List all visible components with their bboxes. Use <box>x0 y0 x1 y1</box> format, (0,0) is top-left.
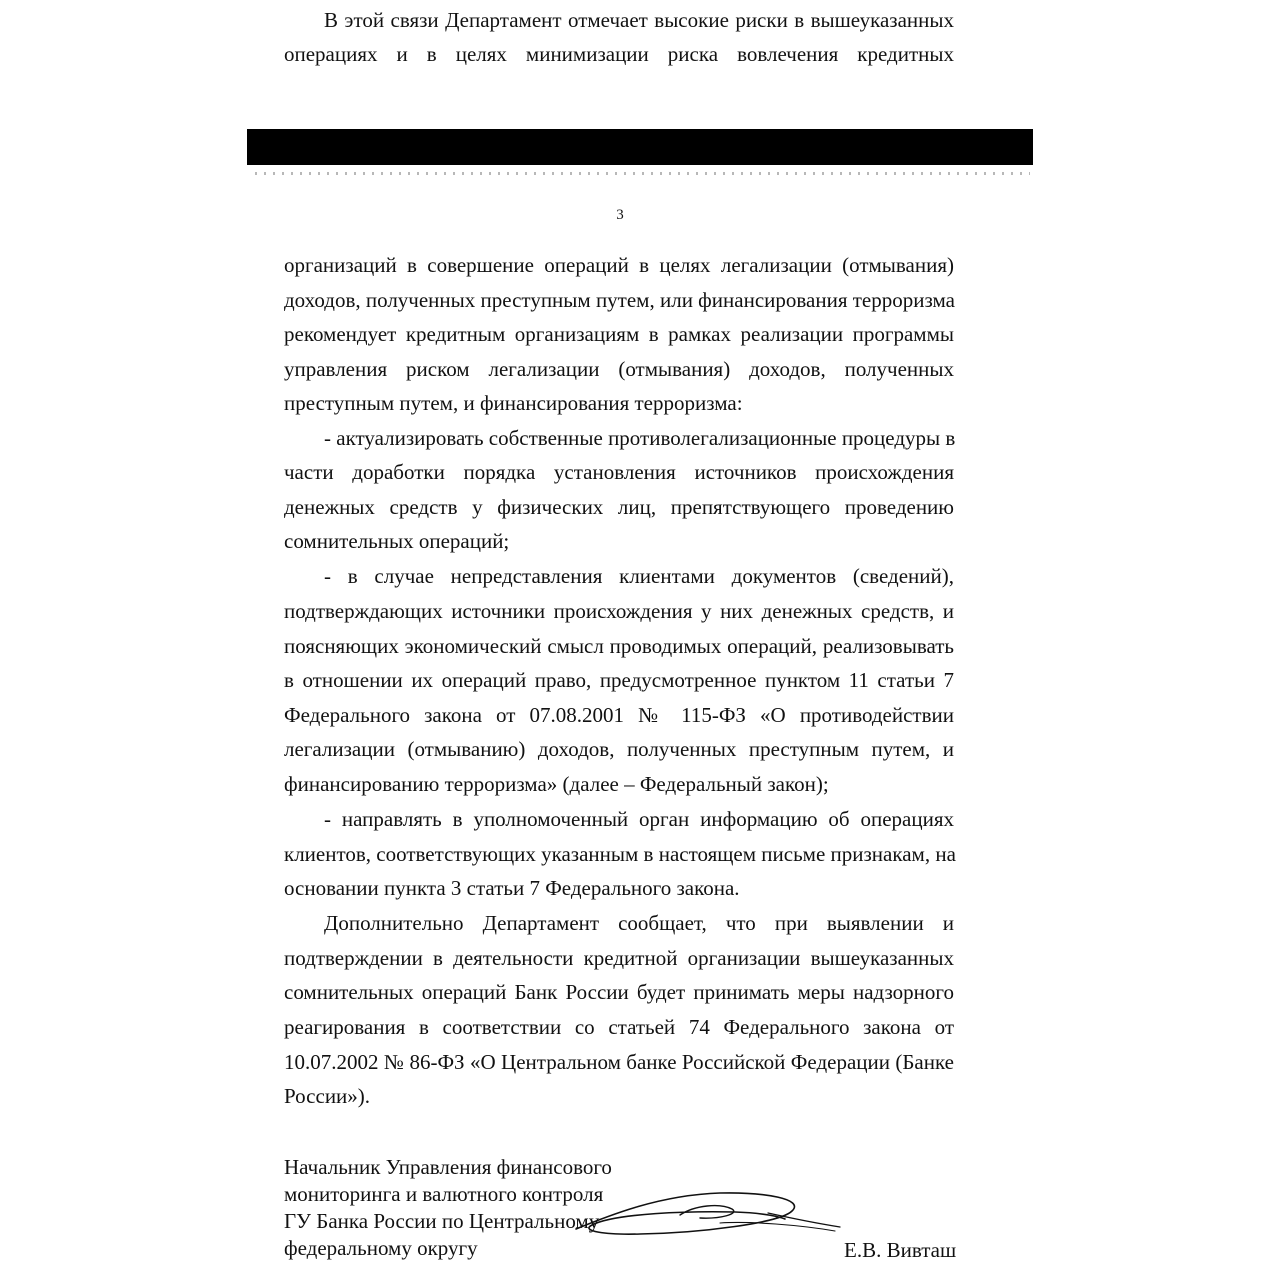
list-item-line: основании пункта 3 статьи 7 Федерального закона. <box>284 876 740 900</box>
list-item-line: - направлять в уполномоченный орган информацию об операциях <box>324 807 954 831</box>
paragraph-line: управления риском легализации (отмывания) доходов, полученных <box>284 357 954 381</box>
paragraph-line: Дополнительно Департамент сообщает, что при выявлении и <box>324 911 954 935</box>
list-item-line: - актуализировать собственные противолегализационные процедуры в <box>324 426 956 450</box>
paragraph-line: России»). <box>284 1084 371 1108</box>
paragraph-line: рекомендует кредитным организациям в рамках реализации программы <box>284 322 954 346</box>
paragraph-line: подтверждении в деятельности кредитной организации вышеуказанных <box>284 946 954 970</box>
scan-page-edge <box>255 172 1030 175</box>
handwritten-signature <box>570 1185 850 1245</box>
signer-title-line: мониторинга и валютного контроля <box>284 1182 604 1206</box>
signer-title-line: Начальник Управления финансового <box>284 1155 612 1179</box>
list-item-line: легализации (отмыванию) доходов, полученных преступным путем, и <box>284 737 954 761</box>
list-item-line: поясняющих экономический смысл проводимых операций, реализовывать <box>284 634 954 658</box>
paragraph-line: В этой связи Департамент отмечает высокие риски в вышеуказанных <box>324 8 954 32</box>
paragraph-line: доходов, полученных преступным путем, или финансирования терроризма <box>284 288 955 312</box>
list-item-line: в отношении их операций право, предусмотренное пунктом 11 статьи 7 <box>284 668 954 692</box>
list-item-line: подтверждающих источники происхождения у них денежных средств, и <box>284 599 954 623</box>
signer-name: Е.В. Вивташ <box>844 1238 957 1262</box>
list-item-line: финансированию терроризма» (далее – Федеральный закон); <box>284 772 829 796</box>
paragraph-line: 10.07.2002 № 86-ФЗ «О Центральном банке Российской Федерации (Банке <box>284 1050 954 1074</box>
redaction-bar <box>247 129 1033 165</box>
signer-title-line: ГУ Банка России по Центральному <box>284 1209 600 1233</box>
list-item-line: клиентов, соответствующих указанным в настоящем письме признакам, на <box>284 842 956 866</box>
list-item-line: части доработки порядка установления источников происхождения <box>284 460 954 484</box>
paragraph-line: преступным путем, и финансирования терроризма: <box>284 391 743 415</box>
paragraph-line: реагирования в соответствии со статьей 74 Федерального закона от <box>284 1015 954 1039</box>
page-number: 3 <box>616 207 624 223</box>
paragraph-line: сомнительных операций Банк России будет принимать меры надзорного <box>284 980 954 1004</box>
signer-title-line: федеральному округу <box>284 1236 478 1260</box>
paragraph-line: организаций в совершение операций в целях легализации (отмывания) <box>284 253 954 277</box>
paragraph-line: операциях и в целях минимизации риска вовлечения кредитных <box>284 42 954 66</box>
list-item-line: Федерального закона от 07.08.2001 № 115-ФЗ «О противодействии <box>284 703 954 727</box>
list-item-line: - в случае непредставления клиентами документов (сведений), <box>324 564 954 588</box>
list-item-line: сомнительных операций; <box>284 529 510 553</box>
list-item-line: денежных средств у физических лиц, препятствующего проведению <box>284 495 954 519</box>
